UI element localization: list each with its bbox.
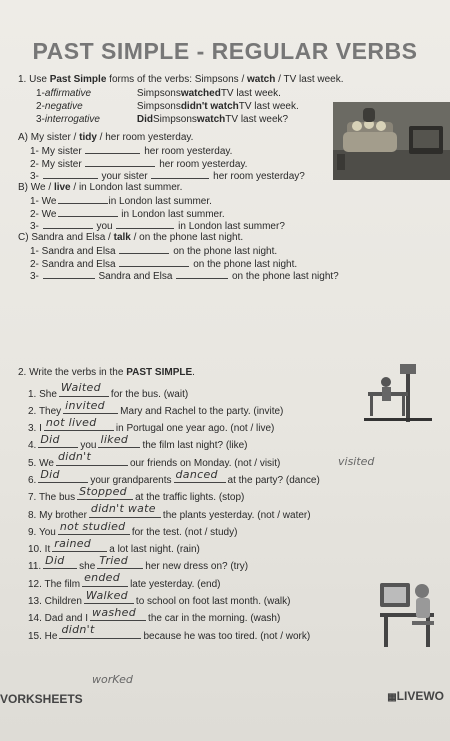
answer-blank[interactable]: ended [82, 574, 128, 587]
question-8: 8. My brother didn't wate the plants yesterday. (not / water) [28, 502, 311, 521]
question-14: 14. Dad and I washed the car in the morning. (wash) [28, 606, 281, 625]
answer-blank[interactable]: Did [38, 470, 88, 483]
answer-blank[interactable] [85, 157, 155, 167]
question-5: 5. We didn't our friends on Monday. (not / visit) [28, 450, 281, 469]
answer-blank[interactable] [119, 244, 169, 254]
section-a-heading: A) My sister / tidy / her room yesterday. [18, 131, 194, 143]
answer-blank[interactable]: rained [52, 539, 107, 552]
section-b-heading: B) We / live / in London last summer. [18, 181, 183, 193]
answer-blank[interactable] [58, 207, 118, 217]
answer-blank[interactable] [85, 144, 140, 154]
answer-blank[interactable]: Tried [97, 556, 143, 569]
handwritten-note-visited: visited [338, 455, 375, 468]
question-4: 4. Did you liked the film last night? (like) [28, 433, 248, 452]
logo-icon: ▦ [387, 692, 397, 703]
answer-blank[interactable] [151, 169, 209, 179]
question-6: 6. Did your grandparents danced at the party? (dance) [28, 467, 320, 486]
answer-blank[interactable] [58, 194, 108, 204]
question-2: 2. They invited Mary and Rachel to the party. (invite) [28, 398, 284, 417]
answer-blank[interactable]: Did [43, 556, 77, 569]
section-c-line-3: 3- Sandra and Elsa on the phone last night? [30, 271, 339, 282]
question-7: 7. The bus Stopped at the traffic lights. (stop) [28, 484, 245, 504]
answer-blank[interactable]: Did [38, 435, 78, 448]
worksheet-title: PAST SIMPLE - REGULAR VERBS [32, 38, 418, 64]
answer-blank[interactable] [116, 219, 174, 229]
answer-blank[interactable] [176, 269, 228, 279]
family-watching-tv-image [333, 102, 450, 180]
section-c-line-2: 2- Sandra and Elsa on the phone last night. [30, 258, 298, 270]
question-3: 3. I not lived in Portugal one year ago. (not / live) [28, 415, 275, 435]
footer-brand-left: VORKSHEETS [0, 692, 83, 706]
exercise-1-heading: 1. Use Past Simple forms of the verbs: Simpsons / watch / TV last week. [18, 74, 344, 85]
boy-at-computer-image [378, 573, 446, 651]
answer-blank[interactable] [43, 169, 98, 179]
section-a-line-1: 1- My sister her room yesterday. [30, 146, 233, 157]
answer-blank[interactable]: Waited [59, 384, 109, 397]
answer-blank[interactable] [43, 269, 95, 279]
footer-brand-right: ▦LIVEWO [387, 689, 444, 703]
question-13: 13. Children Walked to school on foot last month. (walk) [28, 588, 291, 608]
section-a-line-2: 2- My sister her room yesterday. [30, 158, 248, 170]
question-15: 15. He didn't because he was too tired. (not / work) [28, 623, 311, 642]
answer-blank[interactable]: washed [90, 608, 146, 621]
section-c-heading: C) Sandra and Elsa / talk / on the phone last night. [18, 231, 244, 243]
bus-stop-image [362, 362, 434, 426]
answer-blank[interactable]: didn't [56, 453, 128, 466]
section-b-line-3: 3- you in London last summer? [30, 221, 285, 232]
question-10: 10. It rained a lot last night. (rain) [28, 536, 200, 556]
answer-blank[interactable]: Stopped [77, 487, 133, 500]
answer-blank[interactable]: not lived [44, 418, 114, 431]
answer-blank[interactable]: danced [174, 470, 226, 483]
section-b-line-2: 2- We in London last summer. [30, 208, 225, 220]
section-c-line-1: 1- Sandra and Elsa on the phone last night. [30, 246, 278, 257]
question-1: 1. She Waited for the bus. (wait) [28, 381, 189, 400]
example-negative: 2- negative Simpsons didn't watch TV last week. [36, 100, 299, 112]
section-b-line-1: 1- We in London last summer. [30, 196, 212, 207]
question-11: 11. Did she Tried her new dress on? (try) [28, 554, 249, 573]
question-9: 9. You not studied for the test. (not / study) [28, 519, 238, 538]
answer-blank[interactable]: didn't [59, 626, 141, 639]
answer-blank[interactable]: invited [63, 401, 118, 414]
answer-blank[interactable]: didn't wate [89, 505, 161, 518]
answer-blank[interactable]: Walked [84, 591, 134, 604]
answer-blank[interactable]: not studied [58, 522, 130, 535]
answer-blank[interactable]: liked [98, 435, 140, 448]
exercise-2-heading: 2. Write the verbs in the PAST SIMPLE. [18, 367, 195, 378]
handwritten-note-worked: worKed [92, 673, 133, 686]
answer-blank[interactable] [43, 219, 93, 229]
answer-blank[interactable] [119, 257, 189, 267]
example-interrogative: 3- interrogative Did Simpsons watch TV last week? [36, 113, 289, 125]
section-a-line-3: 3- your sister her room yesterday? [30, 171, 305, 182]
question-12: 12. The film ended late yesterday. (end) [28, 571, 221, 590]
example-affirmative: 1- affirmative Simpsons watched TV last week. [36, 87, 281, 99]
